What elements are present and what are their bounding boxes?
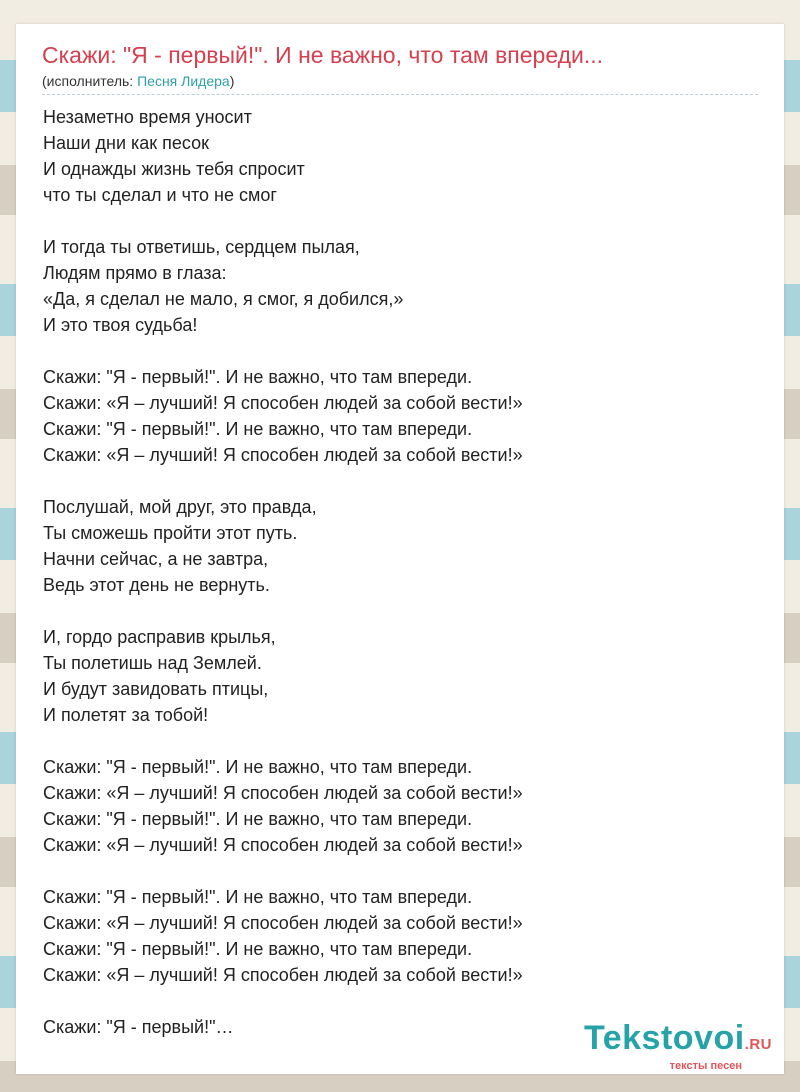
lyrics-stanza — [43, 234, 523, 338]
lyrics-stanza — [43, 624, 523, 728]
artist-suffix: ) — [229, 73, 235, 89]
logo-text: Tekstovoi — [583, 1019, 745, 1057]
lyrics-stanza — [43, 754, 523, 858]
lyrics-line: что ты сделал и что не смог — [43, 185, 277, 205]
lyrics-line: Ты сможешь пройти этот путь. — [43, 523, 298, 543]
lyrics-line: Ведь этот день не вернуть. — [43, 575, 270, 595]
lyrics-line: Скажи: «Я – лучший! Я способен людей за собой вести!» — [43, 965, 523, 985]
lyrics-line: Скажи: "Я - первый!". И не важно, что там впереди. — [43, 419, 473, 439]
lyrics-line: И тогда ты ответишь, сердцем пылая, — [43, 237, 360, 257]
lyrics-line: Скажи: «Я – лучший! Я способен людей за собой вести!» — [43, 913, 523, 933]
lyrics-line: Ты полетишь над Землей. — [43, 653, 262, 673]
lyrics-text — [43, 104, 523, 1066]
song-title: Скажи: "Я - первый!". И не важно, что там впереди... — [42, 42, 604, 68]
lyrics-stanza — [43, 494, 523, 598]
lyrics-stanza — [43, 364, 523, 468]
lyrics-line: Скажи: "Я - первый!". И не важно, что там впереди. — [43, 757, 473, 777]
lyrics-line: И полетят за тобой! — [43, 705, 209, 725]
lyrics-stanza — [43, 104, 523, 208]
lyrics-line: Скажи: «Я – лучший! Я способен людей за собой вести!» — [43, 445, 523, 465]
lyrics-line: Послушай, мой друг, это правда, — [43, 497, 317, 517]
logo-tagline: тексты песен — [669, 1060, 742, 1072]
lyrics-line: Людям прямо в глаза: — [43, 263, 227, 283]
artist-line — [42, 73, 234, 89]
divider — [42, 94, 758, 95]
lyrics-line: Скажи: «Я – лучший! Я способен людей за собой вести!» — [43, 783, 523, 803]
lyrics-line: Скажи: "Я - первый!". И не важно, что там впереди. — [43, 887, 473, 907]
lyrics-line: И, гордо расправив крылья, — [43, 627, 276, 647]
lyrics-line: Наши дни как песок — [43, 133, 210, 153]
lyrics-line: Начни сейчас, а не завтра, — [43, 549, 269, 569]
lyrics-line: Скажи: "Я - первый!"… — [43, 1017, 234, 1037]
lyrics-line: И это твоя судьба! — [43, 315, 198, 335]
lyrics-stanza — [43, 884, 523, 988]
lyrics-line: Скажи: "Я - первый!". И не важно, что там впереди. — [43, 939, 473, 959]
artist-link[interactable]: Песня Лидера — [137, 73, 230, 89]
lyrics-line: Скажи: "Я - первый!". И не важно, что там впереди. — [43, 809, 473, 829]
lyrics-line: И однажды жизнь тебя спросит — [43, 159, 305, 179]
lyrics-line: И будут завидовать птицы, — [43, 679, 269, 699]
lyrics-line: «Да, я сделал не мало, я смог, я добился,» — [43, 289, 404, 309]
lyrics-stanza — [43, 1014, 523, 1040]
lyrics-card — [16, 24, 784, 1074]
lyrics-line: Скажи: «Я – лучший! Я способен людей за собой вести!» — [43, 835, 523, 855]
logo-suffix: .RU — [744, 1036, 772, 1053]
lyrics-line: Незаметно время уносит — [43, 107, 252, 127]
lyrics-line: Скажи: "Я - первый!". И не важно, что там впереди. — [43, 367, 473, 387]
site-logo[interactable] — [584, 1021, 772, 1072]
artist-prefix: (исполнитель: — [42, 73, 138, 89]
lyrics-line: Скажи: «Я – лучший! Я способен людей за собой вести!» — [43, 393, 523, 413]
